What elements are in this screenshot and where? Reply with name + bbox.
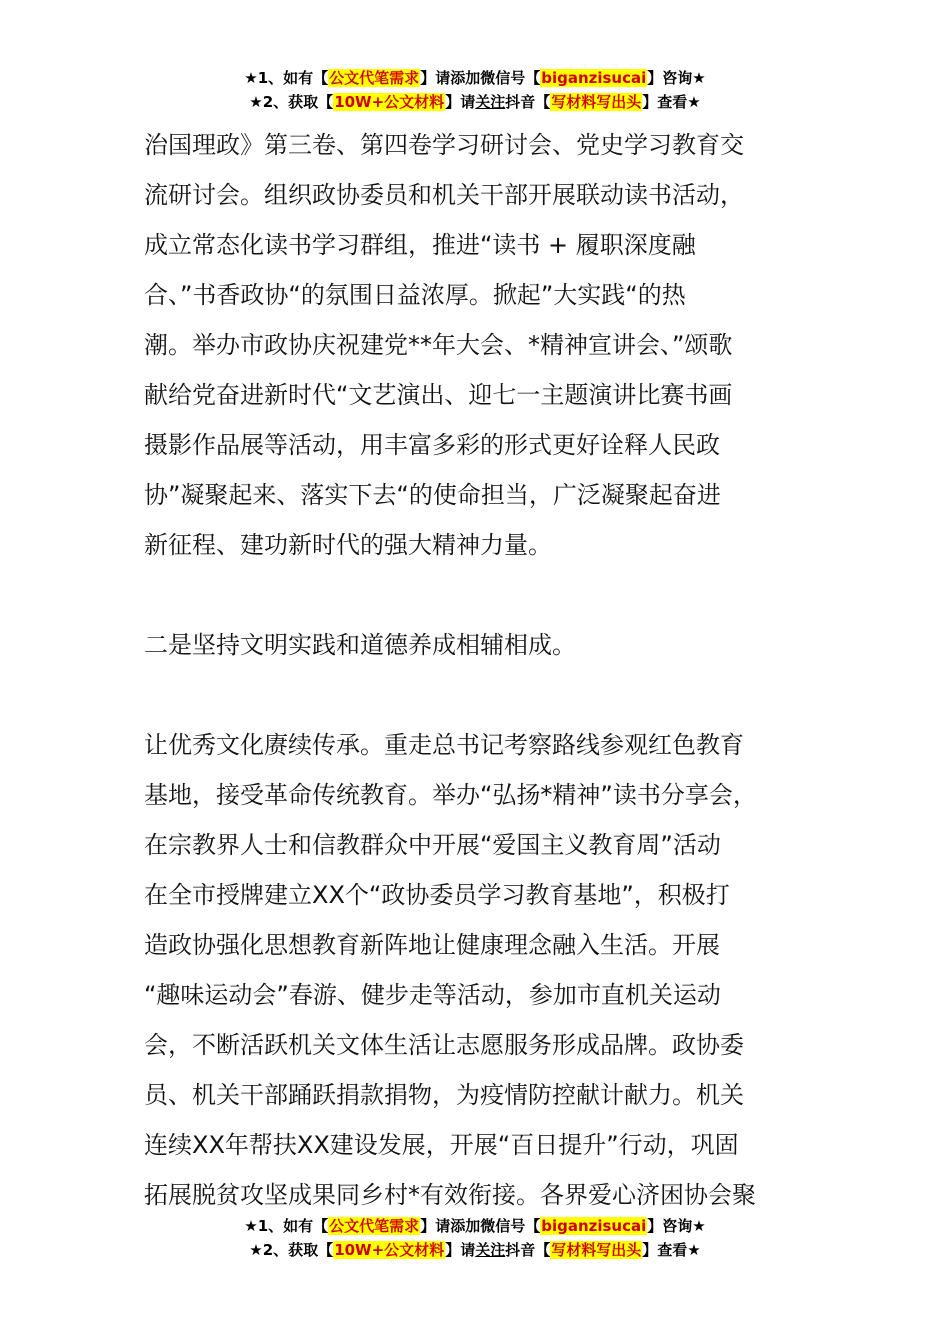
banner-text: ★1、如有【 [244,1217,329,1235]
text-line: 在宗教界人士和信教群众中开展“爱国主义教育周”活动 [144,831,721,859]
top-promo-banner [0,66,950,114]
text-line: 拓展脱贫攻坚成果同乡村*有效衔接。各界爱心济困协会聚 [144,1181,756,1209]
text-line: 让优秀文化赓续传承。重走总书记考察路线参观红色教育 [144,731,744,759]
banner-line-2 [0,90,950,114]
text-line: “趣味运动会”春游、健步走等活动，参加市直机关运动 [144,981,721,1009]
paragraph-2 [144,720,834,1220]
banner-text: ★2、获取【 [249,93,334,111]
text-line: 治国理政》第三卷、第四卷学习研讨会、党史学习教育交 [144,131,744,159]
highlight-text: 公文代笔需求 [329,69,420,87]
highlight-account: 写材料写出头 [551,1241,642,1259]
banner-line-1 [0,66,950,90]
banner-text: 】查看★ [642,1241,701,1259]
text-line: 协”凝聚起来、落实下去“的使命担当，广泛凝聚起奋进 [144,481,721,509]
paragraph-spacer [144,670,834,720]
highlight-wechat-id: biganzisucai [541,1217,647,1235]
text-line: 连续XX年帮扶XX建设发展，开展“百日提升”行动，巩固 [144,1131,739,1159]
text-line: 摄影作品展等活动，用丰富多彩的形式更好诠释人民政 [144,431,720,459]
banner-text: 】咨询★ [647,69,706,87]
text-line: 成立常态化读书学习群组，推进“读书 + 履职深度融 [144,231,696,259]
banner-text: ★2、获取【 [249,1241,334,1259]
text-line: 会，不断活跃机关文体生活让志愿服务形成品牌。政协委 [144,1031,744,1059]
text-line: 在全市授牌建立XX个“政协委员学习教育基地”，积极打 [144,881,730,909]
section-heading [144,620,834,670]
banner-text: 】请 [445,1241,476,1259]
banner-text: ★1、如有【 [244,69,329,87]
banner-text: 】请添加微信号【 [420,69,541,87]
text-line: 合、”书香政协“的氛围日益浓厚。掀起”大实践“的热 [144,281,686,309]
banner-text: 】请 [445,93,476,111]
highlight-text: 10W+公文材料 [334,93,445,111]
text-line: 基地，接受革命传统教育。举办“弘扬*精神”读书分享会， [144,781,757,809]
highlight-wechat-id: biganzisucai [541,69,647,87]
banner-text: 】请添加微信号【 [420,1217,541,1235]
document-body [144,120,834,1220]
underlined-text: 关注 [475,1241,506,1259]
banner-text: 抖音【 [505,1241,551,1259]
text-line: 造政协强化思想教育新阵地让健康理念融入生活。开展 [144,931,720,959]
bottom-promo-banner [0,1214,950,1262]
heading-text: 二是坚持文明实践和道德养成相辅相成。 [144,631,576,659]
underlined-text: 关注 [475,93,506,111]
text-line: 献给党奋进新时代“文艺演出、迎七一主题演讲比赛书画 [144,381,733,409]
banner-line-1 [0,1214,950,1238]
highlight-text: 公文代笔需求 [329,1217,420,1235]
text-line: 流研讨会。组织政协委员和机关干部开展联动读书活动， [144,181,744,209]
banner-line-2 [0,1238,950,1262]
banner-text: 抖音【 [505,93,551,111]
highlight-account: 写材料写出头 [551,93,642,111]
banner-text: 】查看★ [642,93,701,111]
banner-text: 】咨询★ [647,1217,706,1235]
highlight-text: 10W+公文材料 [334,1241,445,1259]
text-line: 员、机关干部踊跃捐款捐物，为疫情防控献计献力。机关 [144,1081,744,1109]
text-line: 潮。举办市政协庆祝建党**年大会、*精神宣讲会、”颂歌 [144,331,733,359]
text-line: 新征程、建功新时代的强大精神力量。 [144,531,552,559]
paragraph-1 [144,120,834,570]
paragraph-spacer [144,570,834,620]
